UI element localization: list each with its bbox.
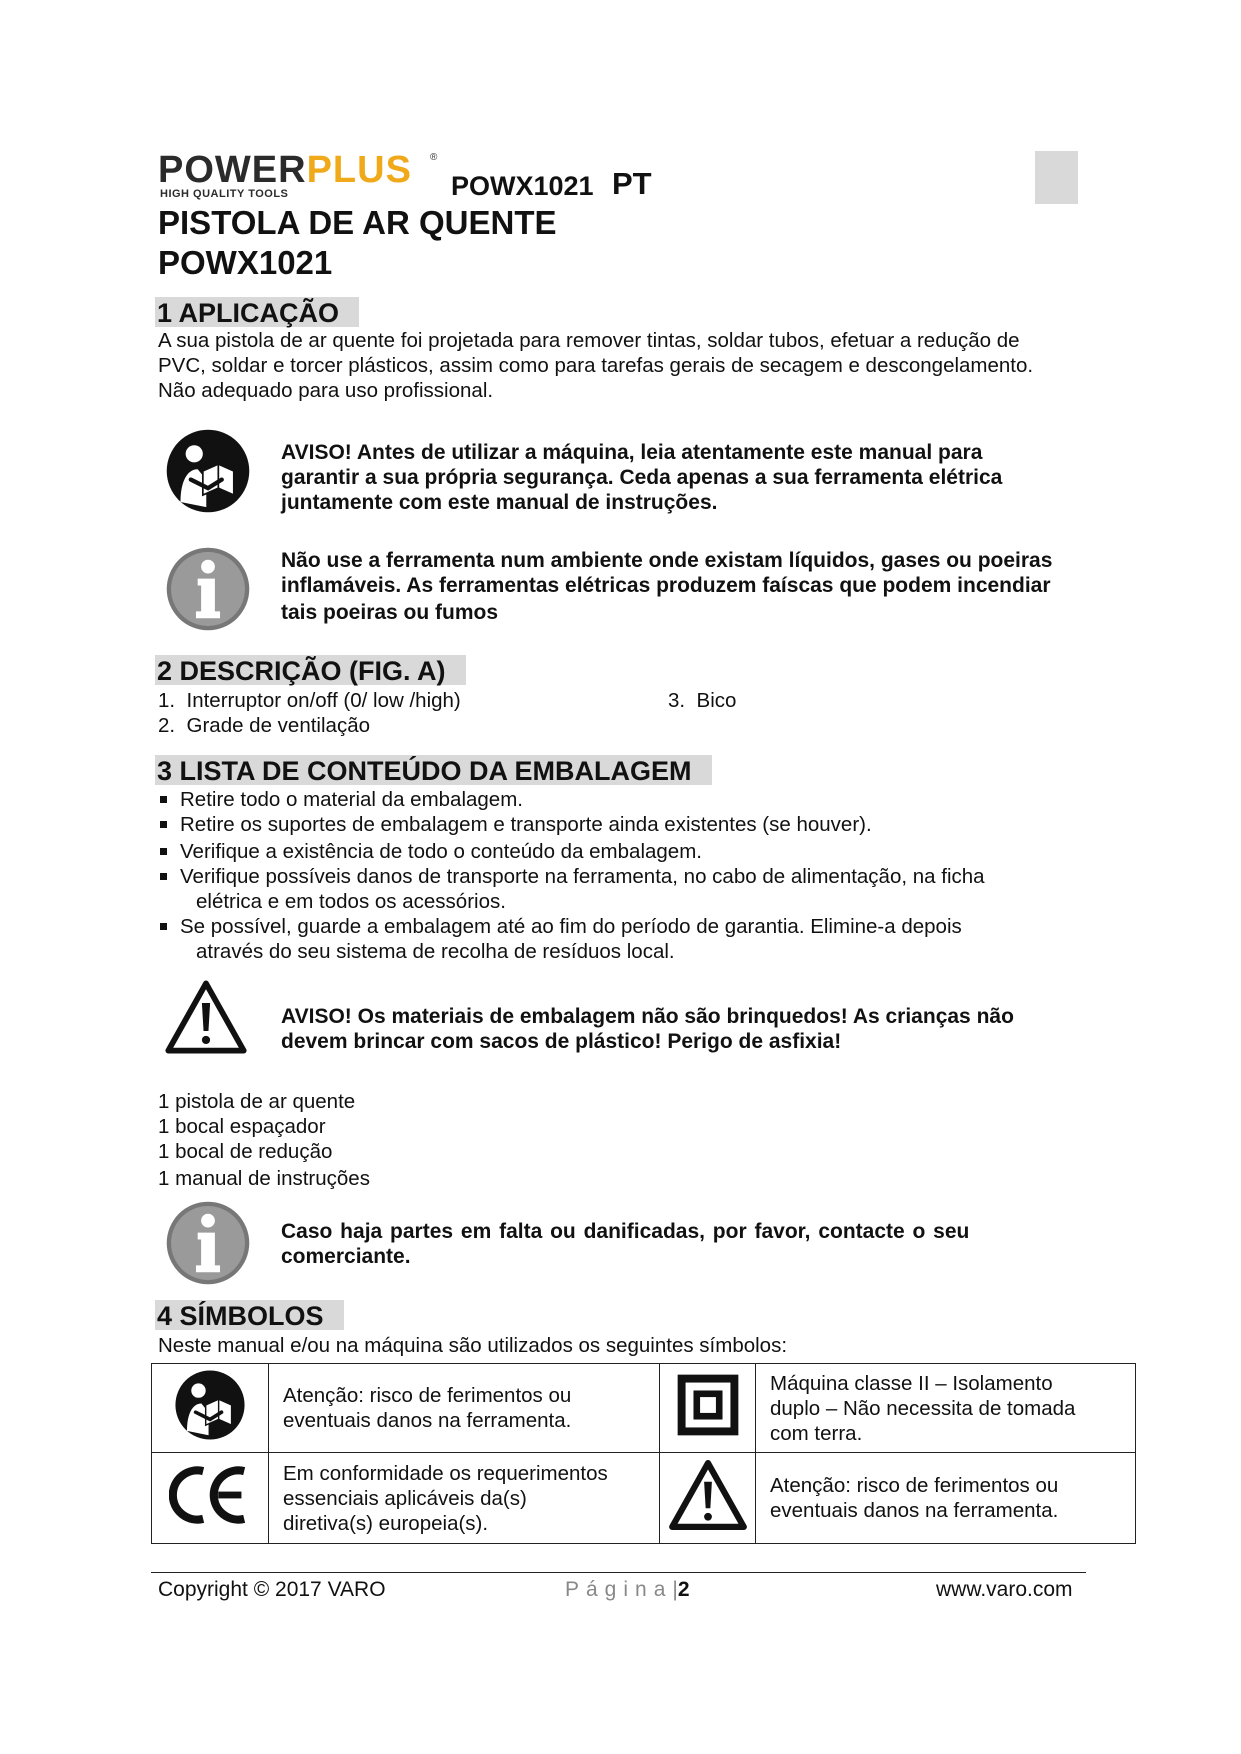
- symbols-intro: Neste manual e/ou na máquina são utilizados os seguintes símbolos:: [158, 1334, 788, 1357]
- footer-divider: [151, 1572, 1086, 1573]
- info-icon: [165, 1200, 251, 1291]
- section-heading-package-contents: 3 LISTA DE CONTEÚDO DA EMBALAGEM: [155, 755, 712, 785]
- section-heading-application: 1 APLICAÇÃO: [155, 297, 359, 327]
- table-row: [152, 1453, 1136, 1544]
- section-heading-symbols: 4 SÍMBOLOS: [155, 1300, 344, 1330]
- symbols-table: [151, 1363, 1136, 1544]
- info-flammable-environment: Não use a ferramenta num ambiente onde existam líquidos, gases ou poeiras inflamáveis. As ferramentas elétricas produzem faíscas que podem incendiar tais poeiras ou fumos: [281, 549, 1053, 624]
- footer-copyright: Copyright © 2017 VARO: [158, 1578, 386, 1601]
- document-subtitle: POWX1021: [158, 244, 333, 281]
- info-icon: [165, 546, 251, 637]
- footer-website-link[interactable]: www.varo.com: [936, 1578, 1073, 1601]
- symbol-cell: [660, 1364, 756, 1453]
- list-item: Retire os suportes de embalagem e transporte ainda existentes (se houver).: [158, 812, 985, 837]
- class-ii-icon: [675, 1420, 741, 1443]
- page-label: Página: [565, 1578, 673, 1601]
- list-item: Verifique a existência de todo o conteúdo da embalagem.: [158, 839, 985, 864]
- section-heading-description: 2 DESCRIÇÃO (FIG. A): [155, 655, 466, 685]
- warning-triangle-icon: [669, 1512, 747, 1535]
- symbol-cell: [152, 1453, 269, 1544]
- unpacking-list: [158, 787, 985, 964]
- language-code: PT: [612, 166, 652, 201]
- symbol-cell: [660, 1453, 756, 1544]
- list-item: 1 manual de instruções: [158, 1167, 370, 1190]
- list-item: 1 bocal de redução: [158, 1140, 333, 1163]
- info-missing-parts: Caso haja partes em falta ou danificadas, por favor, contacte o seu comerciante.: [281, 1220, 970, 1268]
- list-item: Se possível, guarde a embalagem até ao fim do período de garantia. Elimine-a depois através do seu sistema de recolha de resíduos local.: [158, 914, 985, 964]
- manual-read-icon: [174, 1423, 246, 1446]
- list-item: 1 pistola de ar quente: [158, 1090, 356, 1113]
- ce-mark-icon: [169, 1508, 251, 1531]
- description-item-2: 2. Grade de ventilação: [158, 714, 370, 737]
- description-item-1: 1. Interruptor on/off (0/ low /high): [158, 689, 461, 712]
- table-row: [152, 1364, 1136, 1453]
- powerplus-logo: POWERPLUS ® HIGH QUALITY TOOLS: [158, 149, 438, 200]
- read-manual-icon: [165, 428, 251, 519]
- warning-packaging: AVISO! Os materiais de embalagem não são brinquedos! As crianças não devem brincar com sacos de plástico! Perigo de asfixia!: [281, 1005, 1014, 1053]
- model-number: POWX1021: [451, 171, 594, 201]
- list-item: Retire todo o material da embalagem.: [158, 787, 985, 812]
- list-item: Verifique possíveis danos de transporte na ferramenta, no cabo de alimentação, na ficha elétrica e em todos os acessórios.: [158, 864, 985, 914]
- document-title: PISTOLA DE AR QUENTE: [158, 204, 557, 241]
- symbol-description: Atenção: risco de ferimentos ou eventuais danos na ferramenta.: [269, 1364, 660, 1453]
- symbol-description: Atenção: risco de ferimentos ou eventuais danos na ferramenta.: [756, 1453, 1136, 1544]
- footer-page-number: Página|2: [565, 1578, 690, 1601]
- warning-triangle-icon: [165, 980, 247, 1059]
- description-item-3: 3. Bico: [668, 689, 737, 712]
- page-tab-marker: [1035, 151, 1078, 204]
- package-contents-list: [158, 1089, 370, 1191]
- warning-read-manual: AVISO! Antes de utilizar a máquina, leia atentamente este manual para garantir a sua própria segurança. Ceda apenas a sua ferramenta elétrica juntamente com este manual de instruções.: [281, 441, 1003, 514]
- symbol-description: Em conformidade os requerimentos essenciais aplicáveis da(s) diretiva(s) europeia(s).: [269, 1453, 660, 1544]
- symbol-cell: [152, 1364, 269, 1453]
- symbol-description: Máquina classe II – Isolamento duplo – Não necessita de tomada com terra.: [756, 1364, 1136, 1453]
- list-item: 1 bocal espaçador: [158, 1115, 326, 1138]
- application-text: A sua pistola de ar quente foi projetada para remover tintas, soldar tubos, efetuar a redução de PVC, soldar e torcer plásticos, assim como para tarefas gerais de secagem e descongelamento. Não adequado para uso profissional.: [158, 329, 1034, 402]
